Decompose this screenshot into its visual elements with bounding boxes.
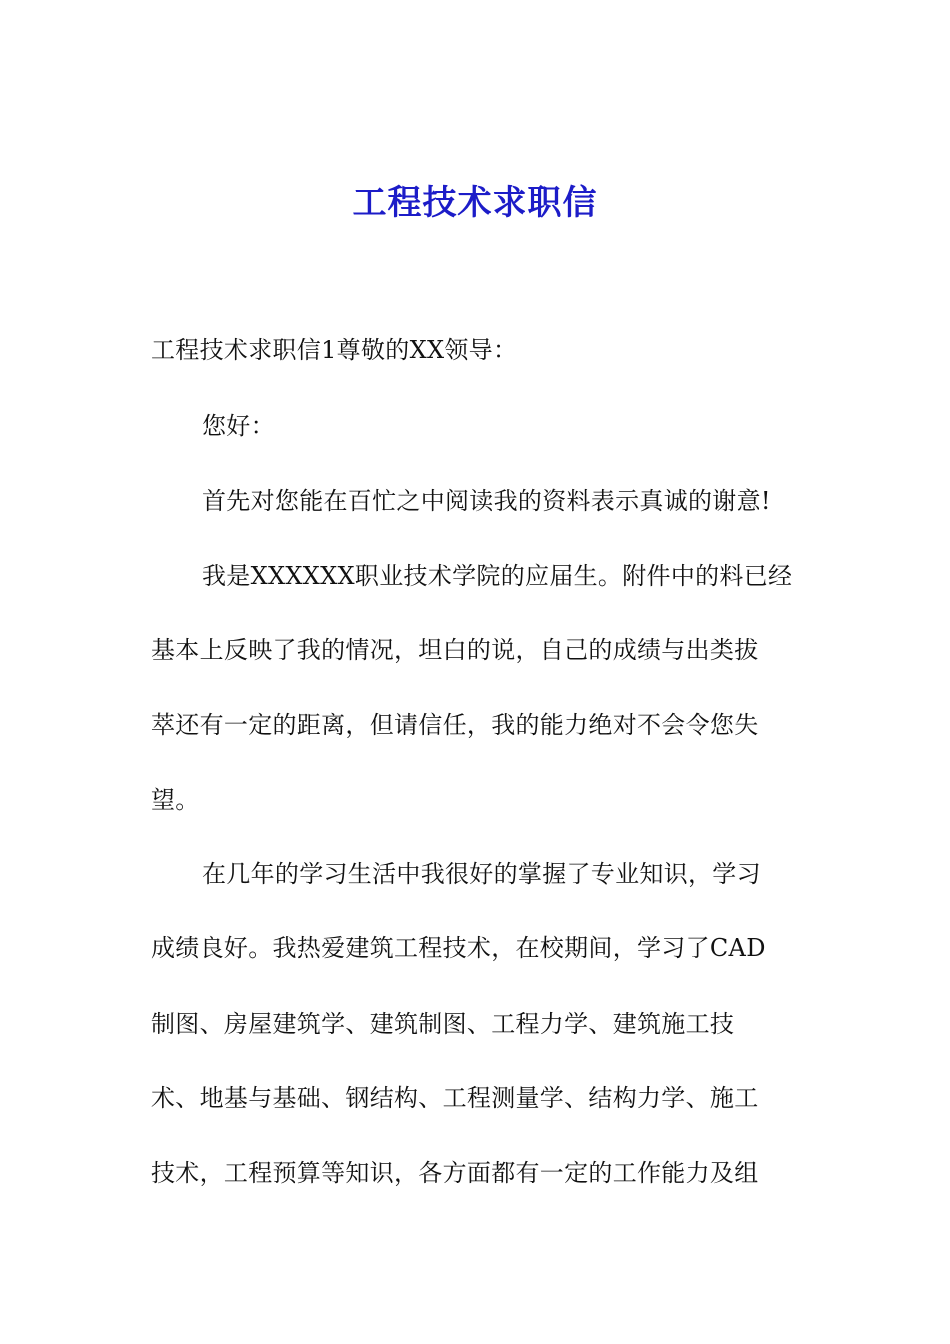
document-title: 工程技术求职信 <box>352 183 598 223</box>
paragraph-line: 术、地基与基础、钢结构、工程测量学、结构力学、施工 <box>151 1084 759 1112</box>
paragraph-line: 首先对您能在百忙之中阅读我的资料表示真诚的谢意! <box>202 487 771 515</box>
paragraph-line: 技术，工程预算等知识，各方面都有一定的工作能力及组 <box>151 1159 759 1187</box>
salutation-line: 工程技术求职信1尊敬的XX领导： <box>151 336 518 364</box>
paragraph-line: 我是XXXXXX职业技术学院的应届生。附件中的料已经 <box>202 562 793 590</box>
paragraph-line: 望。 <box>151 786 200 814</box>
paragraph-line: 在几年的学习生活中我很好的掌握了专业知识，学习 <box>202 860 761 888</box>
paragraph-line: 萃还有一定的距离，但请信任，我的能力绝对不会令您失 <box>151 711 759 739</box>
paragraph-line: 制图、房屋建筑学、建筑制图、工程力学、建筑施工技 <box>151 1010 735 1038</box>
paragraph-line: 基本上反映了我的情况，坦白的说，自己的成绩与出类拔 <box>151 636 759 664</box>
paragraph-line: 成绩良好。我热爱建筑工程技术，在校期间，学习了CAD <box>151 934 766 962</box>
greeting-line: 您好： <box>202 412 275 440</box>
